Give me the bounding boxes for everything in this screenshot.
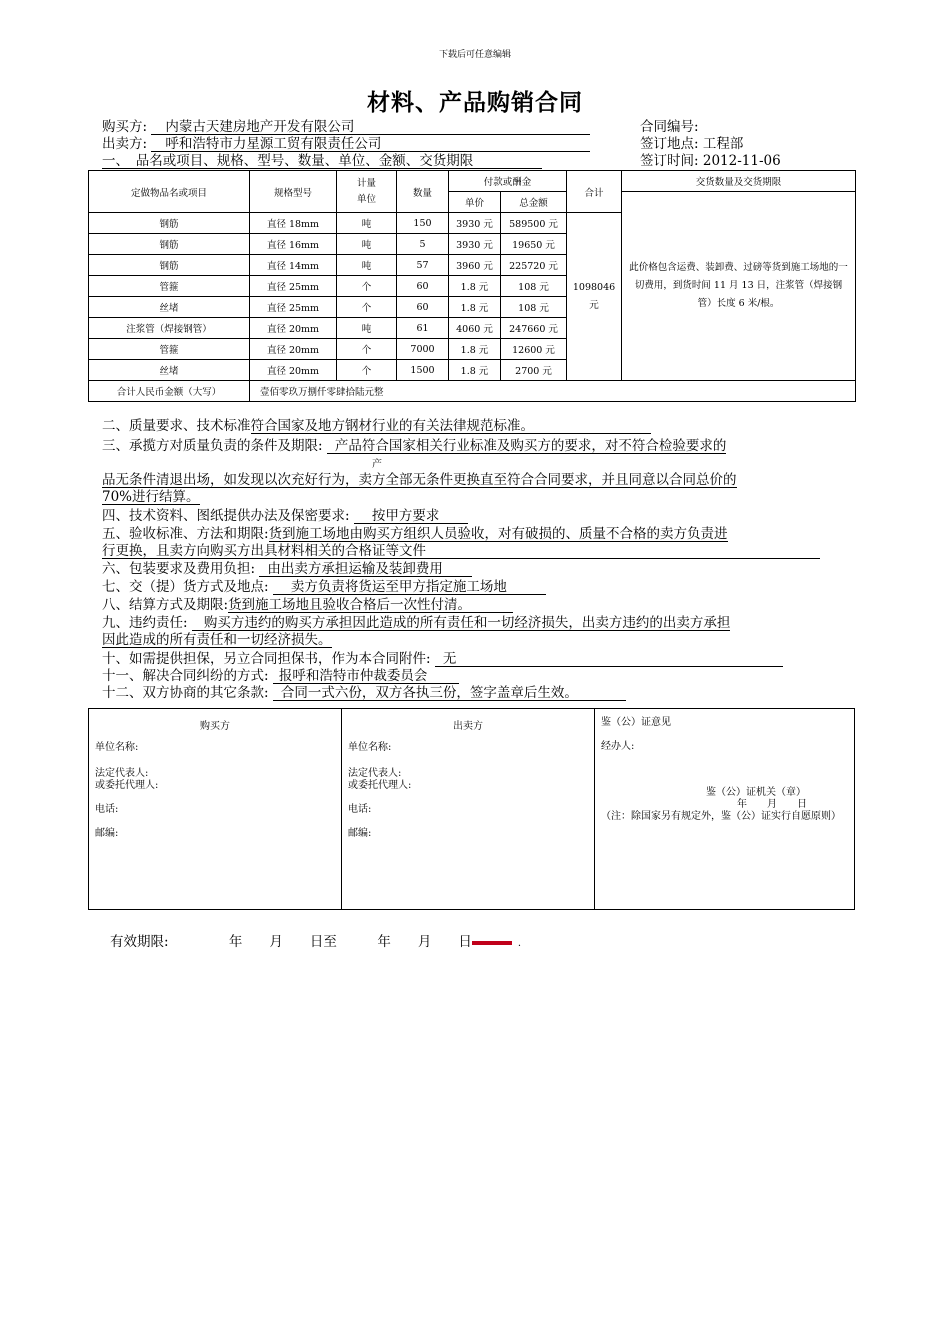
clause-6	[102, 561, 472, 578]
cell-unit: 个	[337, 297, 397, 318]
clause-6-value: 由出卖方承担运输及装卸费用	[259, 562, 472, 577]
cell-amount: 589500 元	[501, 213, 567, 234]
buyer-label: 购买方:	[102, 119, 148, 135]
cell-name: 管箍	[89, 276, 250, 297]
cell-spec: 直径 18mm	[250, 213, 337, 234]
clause-11	[102, 668, 459, 685]
cell-unit: 吨	[337, 234, 397, 255]
clause-11-value: 报呼和浩特市仲裁委员会	[273, 669, 459, 684]
cell-name: 钢筋	[89, 234, 250, 255]
cell-qty: 150	[397, 213, 449, 234]
cell-unit: 吨	[337, 255, 397, 276]
header-name: 定做物品名或项目	[89, 171, 250, 213]
clause-5-value-1: 货到施工场地由购买方组织人员验收，对有破损的、质量不合格的卖方负责进	[268, 526, 728, 542]
clause-3-label: 三、承揽方对质量负责的条件及期限:	[102, 438, 323, 454]
cell-price: 1.8 元	[449, 360, 501, 381]
red-redaction-mark	[472, 941, 512, 945]
seller-value: 呼和浩特市力星源工贸有限责任公司	[151, 137, 590, 152]
header-spec: 规格型号	[250, 171, 337, 213]
rmb-value: 壹佰零玖万捌仟零肆拾陆元整	[250, 381, 856, 402]
clause-3-value-1: 产品符合国家相关行业标准及购买方的要求，对不符合检验要求的	[327, 439, 727, 454]
cell-amount: 108 元	[501, 276, 567, 297]
cell-price: 3930 元	[449, 234, 501, 255]
buyer-sign-cell	[89, 709, 342, 910]
cell-name: 注浆管（焊接钢管）	[89, 318, 250, 339]
clause-1-text: 一、 品名或项目、规格、型号、数量、单位、金额、交货期限	[102, 154, 542, 169]
cell-unit: 个	[337, 360, 397, 381]
cell-unit: 个	[337, 339, 397, 360]
cell-spec: 直径 20mm	[250, 339, 337, 360]
buyer-unit-name: 单位名称:	[95, 742, 139, 753]
rmb-label: 合计人民币金额（大写）	[89, 381, 250, 402]
buyer-postcode: 邮编:	[95, 828, 119, 839]
clause-5-cont	[102, 543, 820, 560]
clause-8-label: 八、结算方式及期限:	[102, 597, 229, 613]
header-unit-price: 单价	[449, 192, 501, 213]
validity-end: .	[517, 938, 522, 949]
cell-spec: 直径 25mm	[250, 276, 337, 297]
total-value: 1098046	[572, 281, 616, 293]
clause-2-label: 二、质量要求、技术标准	[102, 418, 251, 434]
cell-qty: 60	[397, 276, 449, 297]
buyer-legal-rep: 法定代表人:	[95, 768, 149, 779]
clause-8	[102, 597, 513, 614]
clause-7-value: 卖方负责将货运至甲方指定施工场地	[273, 580, 546, 595]
clause-7-label: 七、交（提）货方式及地点:	[102, 579, 269, 595]
validity-label: 有效期限:	[110, 934, 169, 950]
contract-no-label: 合同编号:	[640, 119, 699, 135]
clause-4-label: 四、技术资料、图纸提供办法及保密要求:	[102, 508, 350, 524]
seller-sign-head: 出卖方	[453, 721, 483, 732]
seller-unit-name: 单位名称:	[348, 742, 392, 753]
notary-org: 鉴（公）证机关（章）	[706, 787, 806, 798]
seller-postcode: 邮编:	[348, 828, 372, 839]
cell-name: 钢筋	[89, 213, 250, 234]
seller-label: 出卖方:	[102, 136, 148, 152]
signature-table	[88, 708, 855, 910]
cell-amount: 19650 元	[501, 234, 567, 255]
clause-3	[102, 438, 726, 455]
clause-12-value: 合同一式六份，双方各执三份，签字盖章后生效。	[273, 686, 626, 701]
cell-unit: 吨	[337, 318, 397, 339]
cell-unit: 个	[337, 276, 397, 297]
clause-3-value-3: 70%进行结算。	[102, 489, 200, 505]
clause-5	[102, 526, 728, 543]
clause-12-label: 十二、双方协商的其它条款:	[102, 685, 269, 701]
cell-qty: 61	[397, 318, 449, 339]
sign-place-value: 工程部	[702, 136, 744, 152]
clause-3-cont	[102, 472, 737, 489]
cell-price: 4060 元	[449, 318, 501, 339]
clause-4	[102, 508, 468, 525]
clause-2	[102, 418, 651, 435]
clause-9-value-2: 因此造成的所有责任和一切经济损失。	[102, 632, 332, 648]
cell-price: 3930 元	[449, 213, 501, 234]
clause-3-value-2: 品无条件清退出场，如发现以次充好行为，卖方全部无条件更换直至符合合同要求，并且同意以合同总价的	[102, 472, 737, 488]
validity-text: 年 月 日至 年 月 日	[228, 934, 472, 950]
buyer-line	[102, 118, 590, 136]
buyer-phone: 电话:	[95, 804, 119, 815]
clause-2-value: 符合国家及地方钢材行业的有关法律规范标准。	[251, 419, 651, 434]
total-unit: 元	[589, 299, 599, 311]
cell-amount: 12600 元	[501, 339, 567, 360]
clause-10	[102, 651, 783, 668]
notary-date: 年 月 日	[737, 799, 807, 810]
seller-agent: 或委托代理人:	[348, 780, 412, 791]
clause-9-value-1: 购买方违约的购买方承担因此造成的所有责任和一切经济损失，出卖方违约的出卖方承担	[192, 616, 731, 631]
header-unit: 计量 单位	[337, 171, 397, 213]
total-cell	[567, 213, 622, 381]
seller-phone: 电话:	[348, 804, 372, 815]
seller-legal-rep: 法定代表人:	[348, 768, 402, 779]
header-total: 合计	[567, 171, 622, 213]
clause-9-cont	[102, 632, 332, 649]
clause-5-value-2: 行更换，且卖方向购买方出具材料相关的合格证等文件	[102, 544, 820, 559]
notary-head: 鉴（公）证意见	[601, 717, 671, 728]
cell-qty: 1500	[397, 360, 449, 381]
sign-place-line	[640, 135, 743, 153]
cell-spec: 直径 16mm	[250, 234, 337, 255]
clause-12	[102, 685, 626, 702]
clause-6-label: 六、包装要求及费用负担:	[102, 561, 256, 577]
validity-line	[110, 930, 521, 950]
clause-10-label: 十、如需提供担保，另立合同担保书，作为本合同附件:	[102, 651, 431, 667]
cell-spec: 直径 14mm	[250, 255, 337, 276]
sign-place-label: 签订地点:	[640, 136, 699, 152]
header-payment: 付款或酬金	[449, 171, 567, 192]
cell-qty: 7000	[397, 339, 449, 360]
sign-time-line	[640, 152, 781, 170]
cell-qty: 5	[397, 234, 449, 255]
cell-amount: 108 元	[501, 297, 567, 318]
cell-unit: 吨	[337, 213, 397, 234]
header-qty: 数量	[397, 171, 449, 213]
clause-3-cont-2	[102, 489, 200, 506]
notary-handler: 经办人:	[601, 741, 635, 752]
seller-line	[102, 135, 590, 153]
clause-9-label: 九、违约责任:	[102, 615, 188, 631]
clause-1	[102, 152, 542, 170]
cell-price: 1.8 元	[449, 339, 501, 360]
clause-5-label: 五、验收标准、方法和期限:	[102, 526, 269, 542]
cell-spec: 直径 20mm	[250, 318, 337, 339]
sign-time-value: 2012-11-06	[702, 153, 781, 169]
cell-name: 钢筋	[89, 255, 250, 276]
cell-qty: 60	[397, 297, 449, 318]
items-table	[88, 170, 856, 402]
header-delivery: 交货数量及交货期限	[622, 171, 856, 192]
clause-9	[102, 615, 730, 632]
cell-qty: 57	[397, 255, 449, 276]
cell-price: 1.8 元	[449, 276, 501, 297]
cell-price: 1.8 元	[449, 297, 501, 318]
header-amount: 总金额	[501, 192, 567, 213]
cell-spec: 直径 25mm	[250, 297, 337, 318]
cell-name: 丝堵	[89, 360, 250, 381]
sign-time-label: 签订时间:	[640, 153, 699, 169]
clause-3-value-1b: 产	[372, 459, 382, 470]
clause-10-value: 无	[435, 652, 783, 667]
contract-no-line	[640, 118, 699, 136]
notary-cell	[595, 709, 855, 910]
buyer-value: 内蒙古天建房地产开发有限公司	[151, 120, 590, 135]
rmb-total-row	[89, 381, 856, 402]
cell-amount: 247660 元	[501, 318, 567, 339]
cell-amount: 2700 元	[501, 360, 567, 381]
cell-spec: 直径 20mm	[250, 360, 337, 381]
cell-name: 丝堵	[89, 297, 250, 318]
clause-11-label: 十一、解决合同纠纷的方式:	[102, 668, 269, 684]
page-title: 材料、产品购销合同	[367, 89, 583, 116]
clause-4-value: 按甲方要求	[354, 509, 468, 524]
header-note: 下载后可任意编辑	[438, 50, 511, 60]
cell-price: 3960 元	[449, 255, 501, 276]
clause-8-value: 货到施工场地且验收合格后一次性付清。	[228, 598, 513, 613]
buyer-sign-head: 购买方	[200, 721, 230, 732]
cell-name: 管箍	[89, 339, 250, 360]
cell-amount: 225720 元	[501, 255, 567, 276]
buyer-agent: 或委托代理人:	[95, 780, 159, 791]
notary-note: （注：除国家另有规定外，鉴（公）证实行自愿原则）	[601, 811, 841, 822]
clause-7	[102, 579, 546, 596]
delivery-text: 此价格包含运费、装卸费、过磅等货到施工场地的一切费用，到货时间 11 月 13 日，注浆管（焊接钢管）长度 6 米/根。	[622, 192, 856, 381]
seller-sign-cell	[342, 709, 595, 910]
